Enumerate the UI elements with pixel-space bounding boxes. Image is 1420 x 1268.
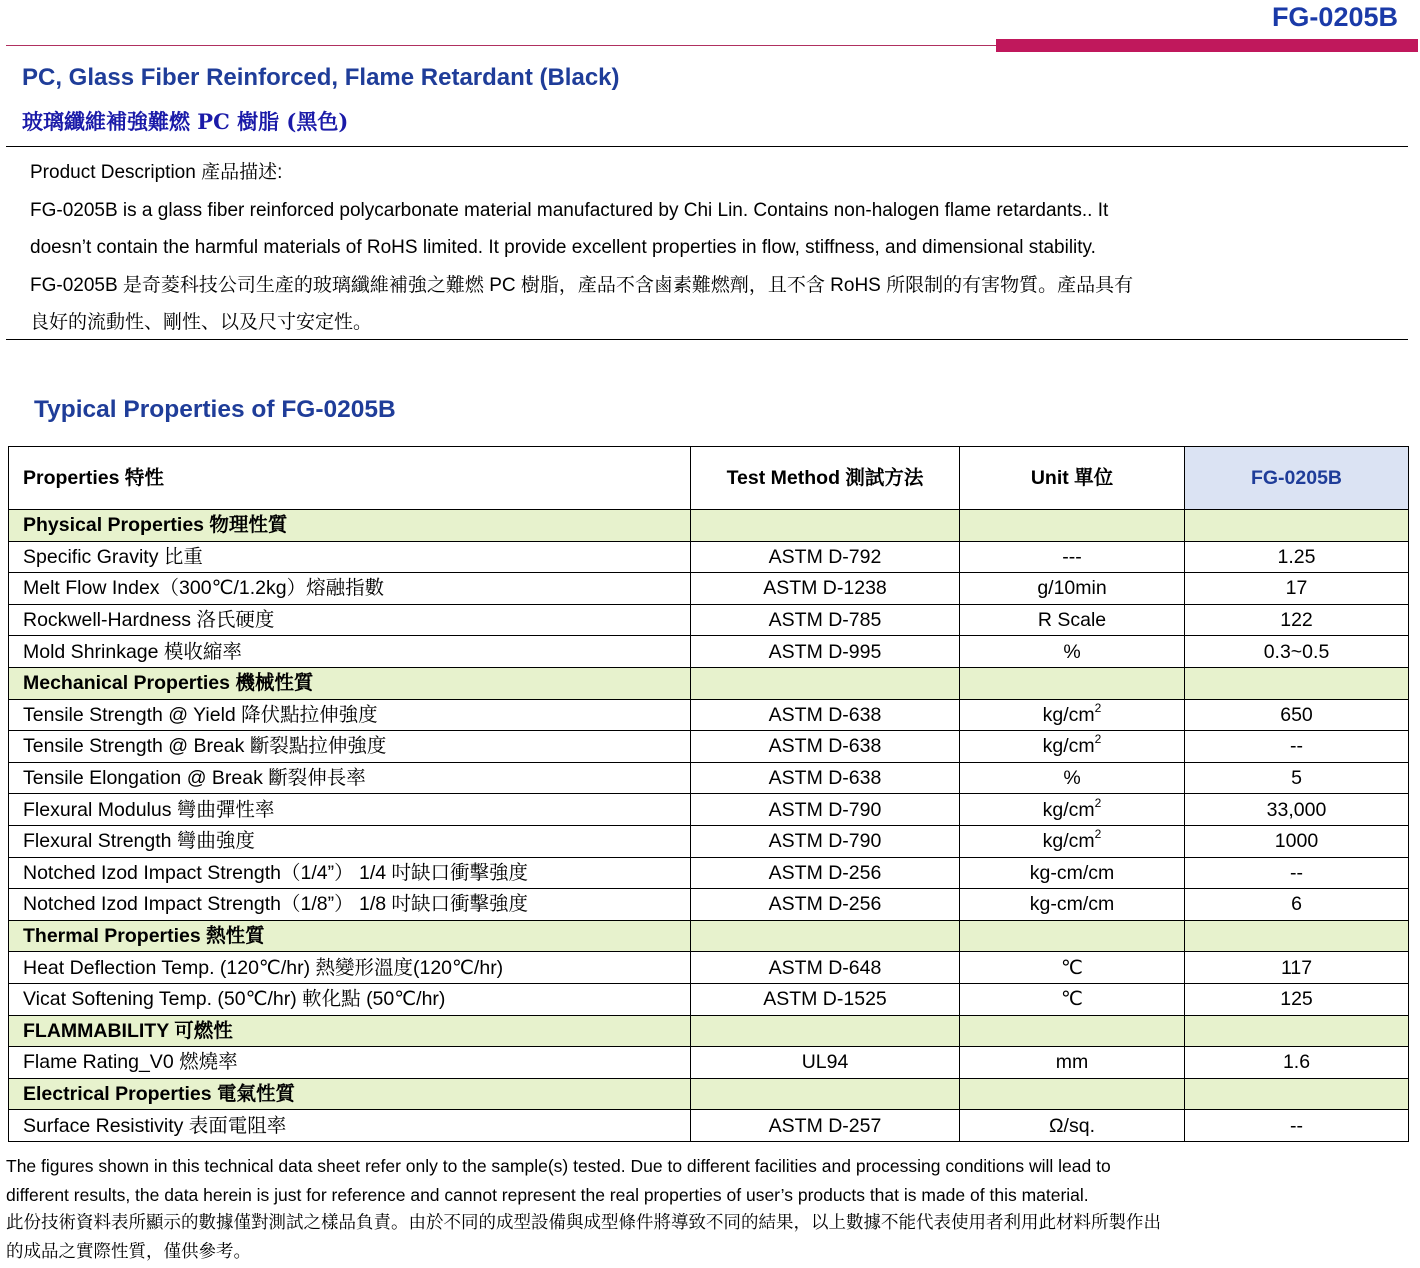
category-row (9, 667, 1409, 699)
table-row (9, 699, 1409, 731)
test-method: ASTM D-638 (691, 731, 960, 763)
property-name: Surface Resistivity 表面電阻率 (9, 1110, 691, 1142)
table-row (9, 636, 1409, 668)
unit: --- (960, 541, 1185, 573)
category-row (9, 1078, 1409, 1110)
unit: ℃ (960, 983, 1185, 1015)
table-row (9, 1110, 1409, 1142)
table-row (9, 604, 1409, 636)
test-method: ASTM D-785 (691, 604, 960, 636)
test-method: ASTM D-1238 (691, 573, 960, 605)
table-row (9, 573, 1409, 605)
category-row (9, 510, 1409, 542)
category-empty-cell (691, 920, 960, 952)
header-accent-bar (996, 39, 1418, 52)
category-empty-cell (1185, 1015, 1409, 1047)
test-method: ASTM D-1525 (691, 983, 960, 1015)
unit (960, 731, 1185, 763)
test-method: UL94 (691, 1047, 960, 1079)
category-label: Electrical Properties 電氣性質 (9, 1078, 691, 1110)
property-value: 6 (1185, 889, 1409, 921)
table-row (9, 762, 1409, 794)
property-name: Mold Shrinkage 模收縮率 (9, 636, 691, 668)
product-description (30, 154, 1400, 342)
property-name: Notched Izod Impact Strength（1/4”） 1/4 吋缺口衝擊強度 (9, 857, 691, 889)
unit: mm (960, 1047, 1185, 1079)
test-method: ASTM D-256 (691, 857, 960, 889)
property-value: 1.25 (1185, 541, 1409, 573)
category-label: Mechanical Properties 機械性質 (9, 667, 691, 699)
header-unit: Unit 單位 (960, 447, 1185, 510)
test-method: ASTM D-638 (691, 699, 960, 731)
table-row (9, 983, 1409, 1015)
property-name: Notched Izod Impact Strength（1/8”） 1/8 吋缺口衝擊強度 (9, 889, 691, 921)
table-row (9, 1047, 1409, 1079)
property-name: Tensile Strength @ Yield 降伏點拉伸強度 (9, 699, 691, 731)
properties-table (8, 446, 1409, 1142)
description-line: 良好的流動性、剛性、以及尺寸安定性。 (30, 312, 373, 333)
disclaimer-line: 的成品之實際性質，僅供參考。 (6, 1241, 251, 1262)
description-line: doesn’t contain the harmful materials of RoHS limited. It provide excellent properties in flow, stiffness, and dimensional stability. (30, 237, 1096, 258)
property-value: 117 (1185, 952, 1409, 984)
property-value: -- (1185, 1110, 1409, 1142)
test-method: ASTM D-256 (691, 889, 960, 921)
property-value: 1000 (1185, 825, 1409, 857)
unit: % (960, 762, 1185, 794)
property-value: 1.6 (1185, 1047, 1409, 1079)
table-row (9, 825, 1409, 857)
property-name: Flexural Strength 彎曲強度 (9, 825, 691, 857)
property-value: 122 (1185, 604, 1409, 636)
unit-base: kg/cm (1042, 830, 1095, 853)
unit: ℃ (960, 952, 1185, 984)
title-chinese: 玻璃纖維補強難燃 PC 樹脂 (黑色) (22, 109, 349, 134)
section-title: Typical Properties of FG-0205B (34, 396, 396, 423)
property-value: 17 (1185, 573, 1409, 605)
category-row (9, 920, 1409, 952)
unit-base: kg/cm (1042, 703, 1095, 726)
property-name: Vicat Softening Temp. (50℃/hr) 軟化點 (50℃/hr) (9, 983, 691, 1015)
test-method: ASTM D-638 (691, 762, 960, 794)
property-name: Flame Rating_V0 燃燒率 (9, 1047, 691, 1079)
unit (960, 825, 1185, 857)
category-label: FLAMMABILITY 可燃性 (9, 1015, 691, 1047)
category-row (9, 1015, 1409, 1047)
property-name: Tensile Strength @ Break 斷裂點拉伸強度 (9, 731, 691, 763)
property-name: Specific Gravity 比重 (9, 541, 691, 573)
disclaimer (6, 1152, 1416, 1266)
category-empty-cell (960, 1015, 1185, 1047)
unit-superscript: 2 (1094, 795, 1102, 810)
test-method: ASTM D-995 (691, 636, 960, 668)
table-row (9, 731, 1409, 763)
description-line: FG-0205B 是奇菱科技公司生產的玻璃纖維補強之難燃 PC 樹脂，產品不含鹵素難燃劑，且不含 RoHS 所限制的有害物質。產品具有 (30, 274, 1134, 296)
disclaimer-line: The figures shown in this technical data sheet refer only to the sample(s) tested. Due to different facilities and processing conditions will lead to (6, 1156, 1111, 1176)
disclaimer-line: 此份技術資料表所顯示的數據僅對測試之樣品負責。由於不同的成型設備與成型條件將導致不同的結果，以上數據不能代表使用者利用此材料所製作出 (6, 1213, 1161, 1233)
category-label: Thermal Properties 熱性質 (9, 920, 691, 952)
property-name: Tensile Elongation @ Break 斷裂伸長率 (9, 762, 691, 794)
property-value: 125 (1185, 983, 1409, 1015)
category-empty-cell (1185, 920, 1409, 952)
unit: % (960, 636, 1185, 668)
header-test-method: Test Method 測試方法 (691, 447, 960, 510)
header-properties: Properties 特性 (9, 447, 691, 510)
unit-base: kg/cm (1042, 798, 1095, 821)
property-value: 33,000 (1185, 794, 1409, 826)
table-header-row (9, 447, 1409, 510)
unit: Ω/sq. (960, 1110, 1185, 1142)
category-empty-cell (960, 510, 1185, 542)
unit-superscript: 2 (1094, 732, 1102, 747)
category-empty-cell (691, 1015, 960, 1047)
category-empty-cell (960, 920, 1185, 952)
table-body (9, 510, 1409, 1142)
test-method: ASTM D-648 (691, 952, 960, 984)
property-value: 0.3~0.5 (1185, 636, 1409, 668)
category-empty-cell (960, 1078, 1185, 1110)
table-row (9, 857, 1409, 889)
description-label: Product Description 產品描述: (30, 162, 283, 183)
table-row (9, 952, 1409, 984)
category-empty-cell (1185, 510, 1409, 542)
property-value: -- (1185, 857, 1409, 889)
table-row (9, 541, 1409, 573)
unit-superscript: 2 (1094, 827, 1102, 842)
divider-bottom (6, 339, 1408, 340)
test-method: ASTM D-257 (691, 1110, 960, 1142)
unit (960, 794, 1185, 826)
header-rule (6, 45, 996, 46)
unit-superscript: 2 (1094, 700, 1102, 715)
table-row (9, 889, 1409, 921)
unit-base: kg/cm (1042, 735, 1095, 758)
disclaimer-line: different results, the data herein is just for reference and cannot represent the real properties of user’s products that is made of this material. (6, 1184, 1089, 1205)
header-spec: FG-0205B (1185, 447, 1409, 510)
test-method: ASTM D-792 (691, 541, 960, 573)
category-empty-cell (691, 667, 960, 699)
property-value: 650 (1185, 699, 1409, 731)
table-row (9, 794, 1409, 826)
unit: kg-cm/cm (960, 889, 1185, 921)
category-label: Physical Properties 物理性質 (9, 510, 691, 542)
property-name: Rockwell-Hardness 洛氏硬度 (9, 604, 691, 636)
category-empty-cell (960, 667, 1185, 699)
property-name: Heat Deflection Temp. (120℃/hr) 熱變形溫度(120℃/hr) (9, 952, 691, 984)
unit: kg-cm/cm (960, 857, 1185, 889)
test-method: ASTM D-790 (691, 825, 960, 857)
category-empty-cell (1185, 667, 1409, 699)
title-english: PC, Glass Fiber Reinforced, Flame Retardant (Black) (22, 64, 620, 91)
property-value: -- (1185, 731, 1409, 763)
test-method: ASTM D-790 (691, 794, 960, 826)
property-name: Flexural Modulus 彎曲彈性率 (9, 794, 691, 826)
product-code: FG-0205B (1271, 2, 1398, 32)
description-line: FG-0205B is a glass fiber reinforced polycarbonate material manufactured by Chi Lin. Contains non-halogen flame retardants.. It (30, 199, 1109, 221)
unit: g/10min (960, 573, 1185, 605)
property-value: 5 (1185, 762, 1409, 794)
divider-top (6, 146, 1408, 147)
category-empty-cell (691, 1078, 960, 1110)
unit (960, 699, 1185, 731)
category-empty-cell (1185, 1078, 1409, 1110)
unit: R Scale (960, 604, 1185, 636)
category-empty-cell (691, 510, 960, 542)
property-name: Melt Flow Index（300℃/1.2kg）熔融指數 (9, 573, 691, 605)
